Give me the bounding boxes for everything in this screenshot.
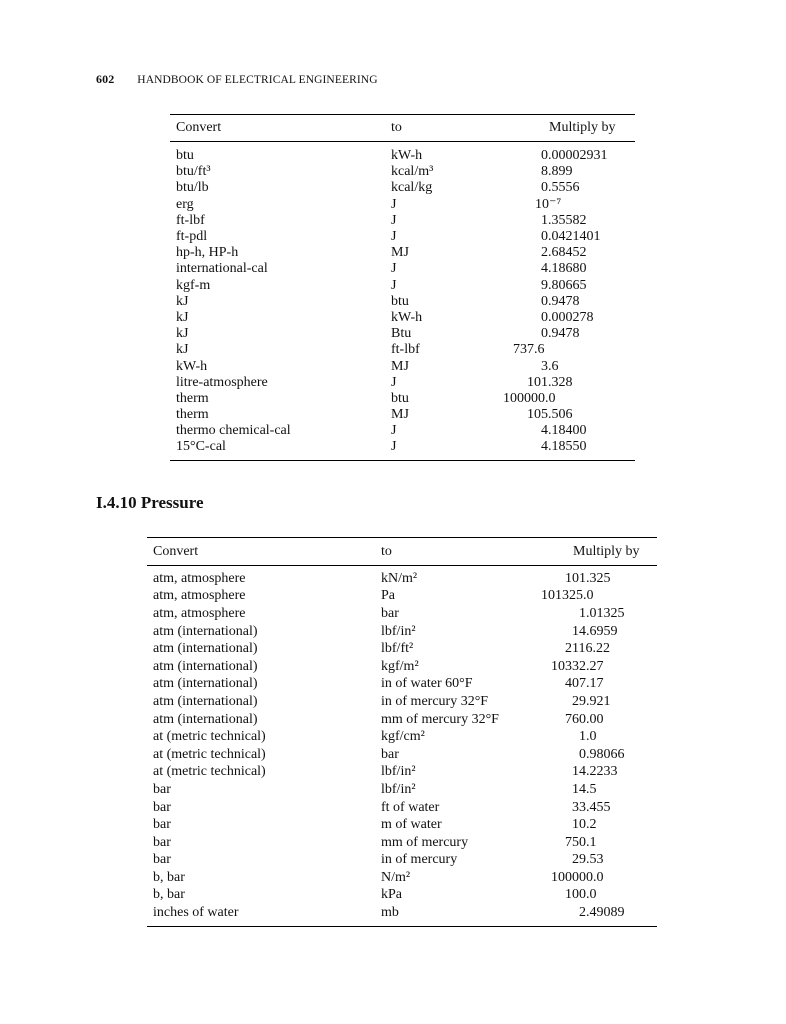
table-row (147, 588, 657, 606)
cell-to: J (391, 439, 397, 455)
cell-multiply-by: 10.2 (572, 817, 597, 833)
table-row (170, 439, 635, 455)
cell-convert: kJ (176, 309, 189, 325)
cell-to: MJ (391, 407, 409, 423)
cell-convert: ft-pdl (176, 229, 208, 245)
page-number: 602 (96, 72, 115, 86)
cell-convert: atm (international) (153, 693, 258, 709)
table-body (170, 148, 635, 460)
cell-convert: at (metric technical) (153, 729, 266, 745)
cell-multiply-by: 0.5556 (541, 180, 580, 196)
cell-to: J (391, 374, 397, 390)
cell-convert: kJ (176, 293, 189, 309)
pressure-conversion-table (147, 537, 657, 927)
table-row (147, 869, 657, 887)
cell-to: kcal/kg (391, 180, 433, 196)
table-row (147, 904, 657, 922)
energy-conversion-table (170, 114, 635, 461)
cell-convert: bar (153, 852, 171, 868)
cell-to: N/m² (381, 869, 411, 885)
cell-convert: atm (international) (153, 658, 258, 674)
cell-to: ft-lbf (391, 342, 420, 358)
cell-multiply-by: 101.325 (565, 570, 611, 586)
cell-multiply-by: 4.18550 (541, 439, 587, 455)
table-row (147, 764, 657, 782)
cell-convert: b, bar (153, 887, 185, 903)
cell-multiply-by: 100.0 (565, 887, 597, 903)
cell-convert: atm (international) (153, 676, 258, 692)
table-row (147, 887, 657, 905)
cell-convert: atm (international) (153, 623, 258, 639)
cell-multiply-by: 105.506 (527, 407, 573, 423)
cell-convert: kJ (176, 326, 189, 342)
table-row (170, 407, 635, 423)
cell-to: btu (391, 293, 409, 309)
cell-to: mb (381, 905, 399, 921)
table-row (170, 358, 635, 374)
cell-to: kcal/m³ (391, 164, 434, 180)
table-row (170, 423, 635, 439)
table-row (147, 834, 657, 852)
cell-to: m of water (381, 817, 442, 833)
cell-multiply-by: 10332.27 (551, 658, 604, 674)
cell-multiply-by: 14.2233 (572, 764, 618, 780)
cell-convert: thermo chemical-cal (176, 423, 291, 439)
cell-multiply-by: 760.00 (565, 711, 604, 727)
table-row (170, 294, 635, 310)
cell-multiply-by: 101.328 (527, 374, 573, 390)
cell-multiply-by: 0.98066 (579, 746, 625, 762)
cell-convert: btu/lb (176, 180, 209, 196)
cell-convert: kJ (176, 342, 189, 358)
table-row (170, 261, 635, 277)
cell-convert: therm (176, 390, 209, 406)
header-multiply-by: Multiply by (573, 543, 640, 559)
cell-multiply-by: 3.6 (541, 358, 559, 374)
cell-multiply-by: 1.01325 (579, 605, 625, 621)
cell-multiply-by: 100000.0 (551, 869, 604, 885)
cell-to: in of mercury 32°F (381, 693, 489, 709)
header-convert: Convert (153, 543, 199, 559)
cell-convert: ft-lbf (176, 212, 205, 228)
cell-to: kgf/m² (381, 658, 419, 674)
cell-to: MJ (391, 245, 409, 261)
cell-multiply-by: 0.0421401 (541, 229, 601, 245)
cell-to: Pa (381, 588, 395, 604)
cell-multiply-by: 10⁻⁷ (535, 197, 562, 213)
cell-convert: kW-h (176, 358, 208, 374)
cell-multiply-by: 8.899 (541, 164, 573, 180)
table-row (147, 570, 657, 588)
cell-convert: bar (153, 799, 171, 815)
table-row (170, 197, 635, 213)
cell-to: lbf/ft² (381, 641, 414, 657)
cell-multiply-by: 407.17 (565, 676, 604, 692)
table-row (147, 605, 657, 623)
cell-multiply-by: 4.18680 (541, 261, 587, 277)
cell-convert: btu/ft³ (176, 164, 211, 180)
cell-to: J (391, 212, 397, 228)
table-row (147, 781, 657, 799)
cell-multiply-by: 2.68452 (541, 245, 587, 261)
cell-to: kW-h (391, 148, 423, 164)
cell-convert: international-cal (176, 261, 268, 277)
cell-convert: atm, atmosphere (153, 605, 246, 621)
cell-convert: atm (international) (153, 711, 258, 727)
cell-to: btu (391, 390, 409, 406)
table-row (170, 342, 635, 358)
table-row (170, 164, 635, 180)
cell-convert: 15°C-cal (176, 439, 226, 455)
cell-convert: litre-atmosphere (176, 374, 268, 390)
cell-multiply-by: 1.35582 (541, 212, 587, 228)
cell-to: lbf/in² (381, 781, 416, 797)
cell-multiply-by: 33.455 (572, 799, 611, 815)
cell-convert: at (metric technical) (153, 764, 266, 780)
table-row (147, 816, 657, 834)
table-row (147, 799, 657, 817)
cell-convert: atm, atmosphere (153, 588, 246, 604)
table-header (170, 115, 635, 142)
cell-multiply-by: 2.49089 (579, 905, 625, 921)
cell-to: J (391, 277, 397, 293)
cell-to: Btu (391, 326, 412, 342)
table-row (170, 148, 635, 164)
cell-to: J (391, 423, 397, 439)
cell-convert: atm, atmosphere (153, 570, 246, 586)
cell-convert: erg (176, 196, 194, 212)
cell-convert: hp-h, HP-h (176, 245, 239, 261)
cell-convert: bar (153, 781, 171, 797)
cell-to: mm of mercury (381, 834, 469, 850)
page-header (96, 72, 378, 87)
table-row (170, 278, 635, 294)
table-row (170, 310, 635, 326)
cell-to: kN/m² (381, 570, 418, 586)
table-row (170, 213, 635, 229)
cell-multiply-by: 1.0 (579, 729, 597, 745)
cell-to: in of water 60°F (381, 676, 473, 692)
table-row (170, 375, 635, 391)
cell-to: kPa (381, 887, 402, 903)
cell-to: kW-h (391, 309, 423, 325)
table-row (170, 245, 635, 261)
table-row (147, 693, 657, 711)
cell-to: J (391, 229, 397, 245)
table-row (147, 676, 657, 694)
cell-convert: bar (153, 834, 171, 850)
cell-to: kgf/cm² (381, 729, 425, 745)
table-row (147, 852, 657, 870)
cell-to: bar (381, 605, 399, 621)
cell-multiply-by: 0.9478 (541, 293, 580, 309)
table-header (147, 538, 657, 566)
cell-to: J (391, 196, 397, 212)
table-row (147, 711, 657, 729)
cell-multiply-by: 29.53 (572, 852, 604, 868)
header-to: to (381, 543, 392, 559)
cell-multiply-by: 0.00002931 (541, 148, 608, 164)
cell-convert: kgf-m (176, 277, 211, 293)
cell-multiply-by: 14.5 (572, 781, 597, 797)
table-body (147, 570, 657, 926)
cell-multiply-by: 0.000278 (541, 309, 594, 325)
cell-convert: atm (international) (153, 641, 258, 657)
table-row (147, 728, 657, 746)
cell-convert: at (metric technical) (153, 746, 266, 762)
cell-multiply-by: 750.1 (565, 834, 597, 850)
table-row (170, 391, 635, 407)
cell-to: in of mercury (381, 852, 458, 868)
cell-to: MJ (391, 358, 409, 374)
table-row (147, 623, 657, 641)
cell-convert: b, bar (153, 869, 185, 885)
cell-to: J (391, 261, 397, 277)
cell-to: lbf/in² (381, 623, 416, 639)
cell-to: lbf/in² (381, 764, 416, 780)
cell-multiply-by: 2116.22 (565, 641, 610, 657)
cell-convert: btu (176, 148, 194, 164)
cell-multiply-by: 0.9478 (541, 326, 580, 342)
cell-multiply-by: 29.921 (572, 693, 611, 709)
running-title: HANDBOOK OF ELECTRICAL ENGINEERING (137, 74, 378, 86)
cell-to: bar (381, 746, 399, 762)
cell-multiply-by: 9.80665 (541, 277, 587, 293)
cell-to: mm of mercury 32°F (381, 711, 499, 727)
cell-to: ft of water (381, 799, 440, 815)
header-convert: Convert (176, 120, 222, 135)
table-row (147, 746, 657, 764)
table-row (170, 229, 635, 245)
header-to: to (391, 120, 402, 135)
section-title: I.4.10 Pressure (96, 493, 204, 512)
table-row (147, 640, 657, 658)
cell-convert: bar (153, 817, 171, 833)
cell-convert: therm (176, 407, 209, 423)
table-row (147, 658, 657, 676)
cell-multiply-by: 737.6 (513, 342, 545, 358)
table-row (170, 326, 635, 342)
cell-multiply-by: 14.6959 (572, 623, 618, 639)
cell-convert: inches of water (153, 905, 239, 921)
cell-multiply-by: 101325.0 (541, 588, 594, 604)
cell-multiply-by: 100000.0 (503, 390, 556, 406)
cell-multiply-by: 4.18400 (541, 423, 587, 439)
header-multiply-by: Multiply by (549, 120, 616, 135)
table-row (170, 180, 635, 196)
